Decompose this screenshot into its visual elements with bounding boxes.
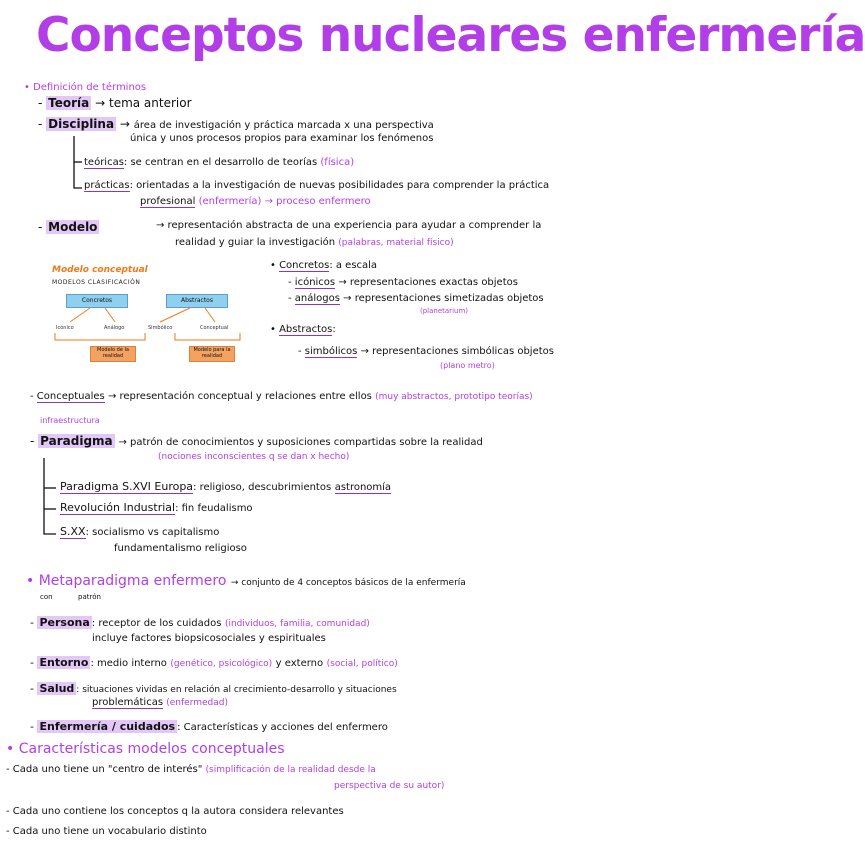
enfermeria-def: : Características y acciones del enfermero xyxy=(177,722,388,733)
metaparadigma-def: → conjunto de 4 conceptos básicos de la enfermería xyxy=(230,578,466,588)
disciplina-line1: área de investigación y práctica marcada x una perspectiva xyxy=(133,120,434,131)
par1-row xyxy=(60,480,391,493)
iconicos-row: - icónicos → representaciones exactas objetos xyxy=(288,277,518,288)
definitions-heading: • Definición de términos xyxy=(24,82,147,93)
teoricas-row xyxy=(84,157,354,168)
analogos-term: análogos xyxy=(294,293,340,304)
c1-note1: (simplificación de la realidad desde la xyxy=(205,765,376,775)
simbolicos-row: - simbólicos → representaciones simbólicas objetos xyxy=(298,346,554,357)
c1-text: - Cada uno tiene un "centro de interés" xyxy=(6,764,203,775)
abstractos-term: Abstractos xyxy=(279,324,333,335)
entorno-note1: (genético, psicológico) xyxy=(170,659,273,669)
par3-row xyxy=(60,525,219,538)
par2-term: Revolución Industrial xyxy=(60,501,176,514)
modelo-term-row: - Modelo xyxy=(38,220,98,234)
modelo-line1: → representación abstracta de una experiencia para ayudar a comprender la xyxy=(156,220,542,231)
entorno-term: Entorno xyxy=(39,656,89,669)
modelo-term: Modelo xyxy=(48,220,98,234)
par2-def: : fin feudalismo xyxy=(175,503,253,514)
diagram-leaf-analogo: Análogo xyxy=(104,325,125,331)
diagram-orange-right: Modelo para la realidad xyxy=(189,346,235,362)
paradigma-def: → patrón de conocimientos y suposiciones compartidas sobre la realidad xyxy=(118,437,483,448)
simbolicos-note: (plano metro) xyxy=(440,361,495,370)
abstractos-def: : xyxy=(332,324,336,335)
diagram-subtitle: MODELOS CLASIFICACIÓN xyxy=(52,279,141,286)
diagram-box-abstractos: Abstractos xyxy=(166,294,228,308)
c3-row: - Cada uno tiene un vocabulario distinto xyxy=(6,826,207,837)
analogos-note: (planetarium) xyxy=(420,307,468,315)
enfermeria-row: - Enfermería / cuidados : Características y acciones del enfermero xyxy=(30,720,388,733)
enfermeria-term: Enfermería / cuidados xyxy=(39,720,176,733)
teoricas-def: : se centran en el desarrollo de teorías xyxy=(123,157,318,168)
entorno-row: - Entorno : medio interno (genético, psicológico) y externo (social, político) xyxy=(30,656,398,669)
simbolicos-term: simbólicos xyxy=(304,346,358,357)
disciplina-term: Disciplina xyxy=(48,117,115,131)
par2-row xyxy=(60,501,253,514)
conceptuales-row: - Conceptuales → representación conceptual y relaciones entre ellos (muy abstractos, prototipo teorías) xyxy=(30,391,533,402)
concretos-row: • Concretos: a escala xyxy=(270,260,378,271)
salud-note: (enfermedad) xyxy=(166,698,228,708)
salud-line2-text: problemáticas xyxy=(92,697,164,708)
c1-row xyxy=(6,764,376,775)
salud-row: - Salud : situaciones vividas en relación al crecimiento-desarrollo y situaciones xyxy=(30,682,397,695)
analogos-def: → representaciones simetizadas objetos xyxy=(343,293,544,304)
diagram-leaf-simbolico: Simbólico xyxy=(148,325,173,331)
practicas-def: : orientadas a la investigación de nuevas posibilidades para comprender la práctica xyxy=(129,180,550,191)
par3-line2: fundamentalismo religioso xyxy=(114,543,247,554)
abstractos-row: • Abstractos: xyxy=(270,324,336,335)
metaparadigma-sub2: patrón xyxy=(78,593,101,601)
salud-line2 xyxy=(92,697,228,708)
persona-row: - Persona : receptor de los cuidados (individuos, familia, comunidad) xyxy=(30,616,370,629)
persona-line2: incluye factores biopsicosociales y espirituales xyxy=(92,633,326,644)
par1-term: Paradigma S.XVI Europa xyxy=(60,480,194,493)
diagram-box-concretos: Concretos xyxy=(66,294,128,308)
modelo-note: (palabras, material físico) xyxy=(338,238,454,248)
salud-term: Salud xyxy=(39,682,75,695)
concretos-def: : a escala xyxy=(329,260,378,271)
conceptuales-note: (muy abstractos, prototipo teorías) xyxy=(375,392,533,402)
par3-def: : socialismo vs capitalismo xyxy=(85,527,220,538)
analogos-row: - análogos → representaciones simetizadas objetos xyxy=(288,293,544,304)
metaparadigma-term: • Metaparadigma enfermero xyxy=(26,573,227,589)
practicas-line2 xyxy=(140,196,371,207)
teoria-def: tema anterior xyxy=(108,96,192,110)
paradigma-term: Paradigma xyxy=(40,434,113,448)
disciplina-arrow: → xyxy=(119,117,130,131)
page-title: Conceptos nucleares enfermería xyxy=(36,8,865,63)
infraestructura-label: infraestructura xyxy=(40,416,100,425)
teoricas-note: (física) xyxy=(320,157,355,168)
disciplina-line2: única y unos procesos propios para examinar los fenómenos xyxy=(130,133,434,144)
par3-term: S.XX xyxy=(60,525,86,538)
paradigma-note: (nociones inconscientes q se dan x hecho) xyxy=(158,452,350,462)
modelo-line2 xyxy=(175,237,454,248)
par1-def2: astronomía xyxy=(334,482,392,493)
entorno-def: : medio interno xyxy=(90,658,167,669)
practicas-row xyxy=(84,180,549,191)
entorno-note2: (social, político) xyxy=(326,659,398,669)
teoria-row: - Teoría → tema anterior xyxy=(38,96,192,110)
iconicos-def2: exactas objetos xyxy=(439,277,518,288)
entorno-mid: y externo xyxy=(275,658,324,669)
concretos-term: Concretos xyxy=(279,260,330,271)
teoria-term: Teoría xyxy=(48,96,90,110)
iconicos-term: icónicos xyxy=(294,277,336,288)
practicas-note: (enfermería) → proceso enfermero xyxy=(198,196,371,207)
conceptuales-term: Conceptuales xyxy=(36,391,105,402)
iconicos-def: → representaciones xyxy=(338,277,437,288)
c2-row: - Cada uno contiene los conceptos q la autora considera relevantes xyxy=(6,806,344,817)
metaparadigma-sub1: con xyxy=(40,593,53,601)
conceptuales-def: → representación conceptual y relaciones entre ellos xyxy=(107,391,372,402)
par1-def: : religioso, descubrimientos xyxy=(193,482,332,493)
diagram-title: Modelo conceptual xyxy=(52,265,148,275)
persona-note: (individuos, familia, comunidad) xyxy=(224,619,370,629)
practicas-term: prácticas xyxy=(84,180,130,191)
practicas-line2-text: profesional xyxy=(140,196,196,207)
c1-note2: perspectiva de su autor) xyxy=(334,781,445,791)
teoricas-term: teóricas xyxy=(84,157,124,168)
caracteristicas-heading: • Características modelos conceptuales xyxy=(6,741,285,757)
persona-term: Persona xyxy=(39,616,90,629)
simbolicos-def: → representaciones simbólicas objetos xyxy=(360,346,554,357)
disciplina-row: - Disciplina → área de investigación y práctica marcada x una perspectiva xyxy=(38,117,434,131)
teoria-arrow: → xyxy=(95,96,106,110)
metaparadigma-heading xyxy=(26,573,466,589)
persona-def: : receptor de los cuidados xyxy=(91,618,222,629)
modelo-conceptual-diagram xyxy=(42,263,264,371)
diagram-leaf-iconico: Icónico xyxy=(56,325,74,331)
diagram-orange-left: Modelo de la realidad xyxy=(90,346,136,362)
salud-def: : situaciones vividas en relación al crecimiento-desarrollo y situaciones xyxy=(76,685,397,695)
paradigma-row: - Paradigma → patrón de conocimientos y suposiciones compartidas sobre la realidad xyxy=(30,434,483,448)
diagram-leaf-conceptual: Conceptual xyxy=(200,325,229,331)
modelo-line2-text: realidad y guiar la investigación xyxy=(175,237,336,248)
